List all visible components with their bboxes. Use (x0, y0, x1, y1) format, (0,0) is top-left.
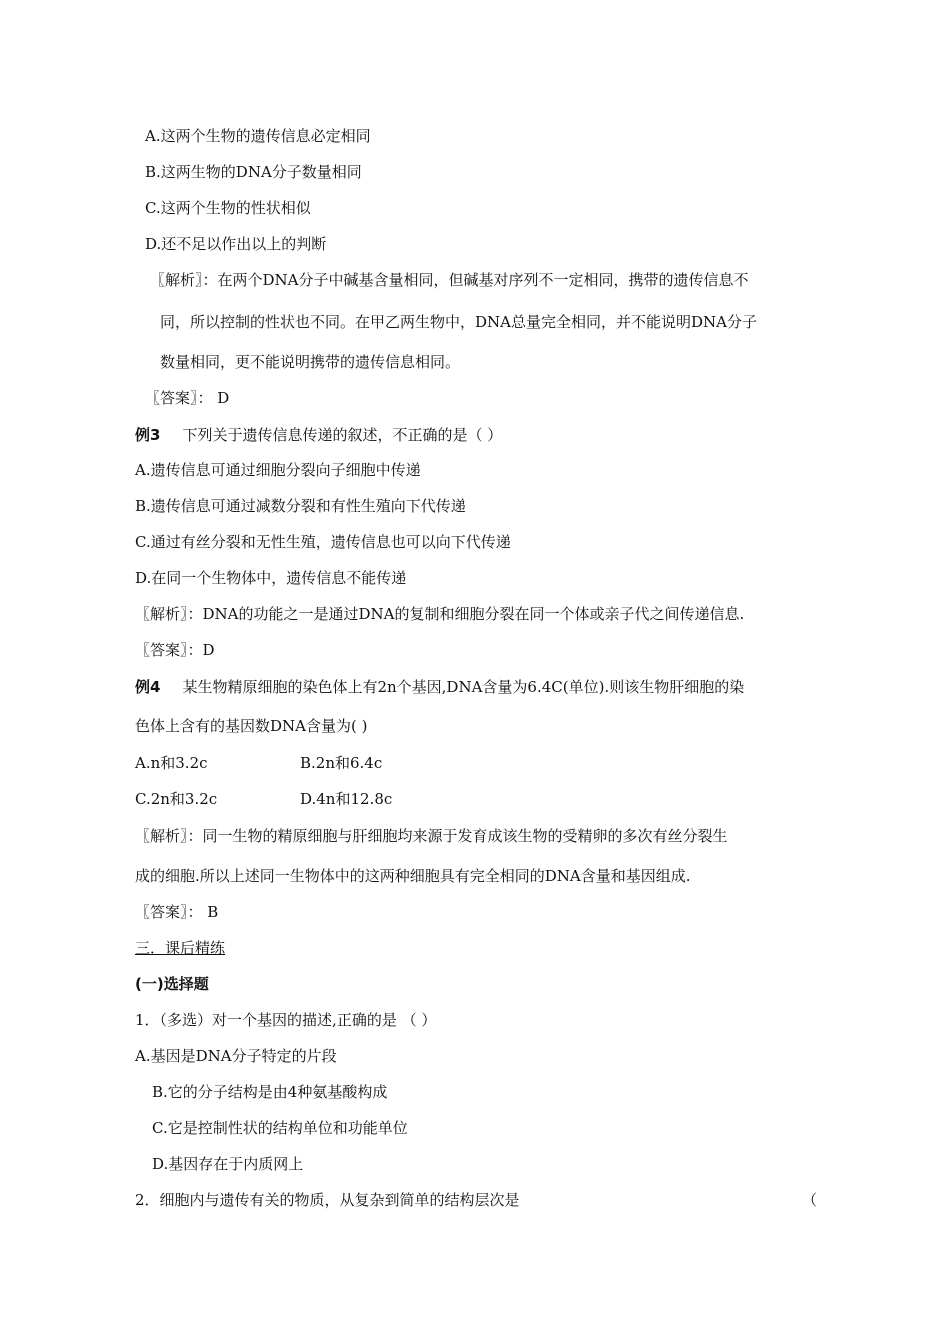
ex4-header (135, 677, 744, 697)
ex3-analysis: 〖解析〗：DNA的功能之一是通过DNA的复制和细胞分裂在同一个体或亲子代之间传递信息. (135, 605, 745, 623)
ex2-analysis-line-3: 数量相同，更不能说明携带的遗传信息相同。 (160, 353, 461, 371)
q2-stem: 2．细胞内与遗传有关的物质，从复杂到简单的结构层次是 (135, 1191, 520, 1209)
ex4-question-line-2: 色体上含有的基因数DNA含量为( ) (135, 717, 368, 735)
ex3-option-c: C.通过有丝分裂和无性生殖，遗传信息也可以向下代传递 (135, 533, 511, 551)
ex4-option-b: B.2n和6.4c (300, 754, 383, 772)
ex4-analysis-line-2: 成的细胞.所以上述同一生物体中的这两种细胞具有完全相同的DNA含量和基因组成. (135, 867, 691, 885)
ex4-analysis-line-1: 〖解析〗：同一生物的精原细胞与肝细胞均来源于发育成该生物的受精卵的多次有丝分裂生 (135, 827, 728, 845)
ex4-question-line-1: 某生物精原细胞的染色体上有2n个基因,DNA含量为6.4C(单位).则该生物肝细胞的染 (182, 678, 745, 696)
ex4-answer: 〖答案〗： B (135, 903, 219, 921)
section-title: 三．课后精练 (135, 939, 226, 957)
ex2-option-c: C.这两个生物的性状相似 (145, 199, 311, 217)
q2-answer-paren: （ (802, 1191, 818, 1209)
ex3-label: 例3 (135, 426, 161, 444)
ex4-option-c: C.2n和3.2c (135, 790, 218, 808)
ex4-option-d: D.4n和12.8c (300, 790, 393, 808)
section-subtitle: (一)选择题 (135, 975, 209, 993)
ex4-label: 例4 (135, 678, 161, 696)
q1-option-b: B.它的分子结构是由4种氨基酸构成 (152, 1083, 388, 1101)
ex2-option-a: A.这两个生物的遗传信息必定相同 (145, 127, 371, 145)
ex3-option-b: B.遗传信息可通过减数分裂和有性生殖向下代传递 (135, 497, 466, 515)
q1-option-d: D.基因存在于内质网上 (152, 1155, 304, 1173)
q1-option-a: A.基因是DNA分子特定的片段 (135, 1047, 337, 1065)
q1-option-c: C.它是控制性状的结构单位和功能单位 (152, 1119, 408, 1137)
ex2-analysis-line-1: 〖解析〗：在两个DNA分子中碱基含量相同，但碱基对序列不一定相同，携带的遗传信息不 (150, 271, 749, 289)
ex4-option-a: A.n和3.2c (135, 754, 208, 772)
ex2-analysis-line-2: 同，所以控制的性状也不同。在甲乙两生物中，DNA总量完全相同，并不能说明DNA分子 (160, 313, 757, 331)
ex2-answer: 〖答案〗： D (145, 389, 230, 407)
ex3-question: 下列关于遗传信息传递的叙述，不正确的是（ ） (182, 426, 503, 444)
ex2-option-b: B.这两生物的DNA分子数量相同 (145, 163, 362, 181)
q1-stem: 1．（多选）对一个基因的描述,正确的是 （ ） (135, 1011, 437, 1029)
ex3-option-d: D.在同一个生物体中，遗传信息不能传递 (135, 569, 407, 587)
ex3-answer: 〖答案〗：D (135, 641, 215, 659)
ex3-header (135, 425, 502, 445)
ex3-option-a: A.遗传信息可通过细胞分裂向子细胞中传递 (135, 461, 421, 479)
ex2-option-d: D.还不足以作出以上的判断 (145, 235, 327, 253)
